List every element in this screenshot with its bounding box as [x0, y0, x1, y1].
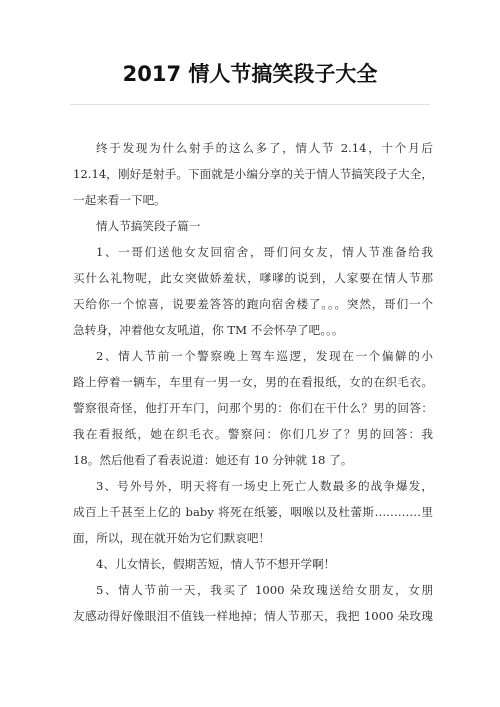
paragraph-line: 路上停着一辆车，车里有一男一女，男的在看报纸，女的在织毛衣。 [73, 375, 433, 389]
paragraph-line: 1、一哥们送他女友回宿舍，哥们问女友，情人节准备给我 [96, 245, 433, 259]
title-divider [70, 104, 430, 105]
paragraph-line: 成百上千甚至上亿的 baby 将死在纸篓，咽喉以及杜蕾斯…………里 [73, 505, 433, 519]
paragraph-line: 我在看报纸，她在织毛衣。警察问：你们几岁了？男的回答：我 [73, 427, 433, 441]
paragraph-line: 18。然后他看了看表说道：她还有 10 分钟就 18 了。 [73, 453, 353, 467]
page-title: 2017 情人节搞笑段子大全 [122, 62, 378, 86]
paragraph-line: 3、号外号外，明天将有一场史上死亡人数最多的战争爆发， [96, 479, 433, 493]
paragraph-line: 12.14，刚好是射手。下面就是小编分享的关于情人节搞笑段子大全， [73, 167, 433, 181]
paragraph-line: 友感动得好像眼泪不值钱一样地掉；情人节那天，我把 1000 朵玫瑰 [73, 609, 433, 623]
paragraph-line: 急转身，冲着他女友吼道，你 TM 不会怀孕了吧。。。 [73, 323, 344, 337]
paragraph-line: 面，所以，现在就开始为它们默哀吧！ [73, 531, 271, 545]
paragraph-line: 天给你一个惊喜，说要羞答答的跑向宿舍楼了。。。突然，哥们一个 [73, 297, 433, 311]
paragraph-line: 5、情人节前一天，我买了 1000 朵玫瑰送给女朋友，女朋 [96, 583, 433, 597]
paragraph-line: 2、情人节前一个警察晚上驾车巡逻，发现在一个偏僻的小 [96, 349, 433, 363]
paragraph-line: 警察很奇怪，他打开车门，问那个男的：你们在干什么？男的回答： [73, 401, 433, 415]
paragraph-line: 4、儿女情长，假期苦短，情人节不想开学啊！ [96, 557, 336, 571]
paragraph-line: 买什么礼物呢，此女突做娇羞状，嗲嗲的说到，人家要在情人节那 [73, 271, 433, 285]
section-heading: 情人节搞笑段子篇一 [96, 219, 201, 233]
paragraph-line: 终于发现为什么射手的这么多了，情人节 2.14，十个月后 [96, 141, 433, 155]
paragraph-line: 一起来看一下吧。 [73, 193, 166, 207]
